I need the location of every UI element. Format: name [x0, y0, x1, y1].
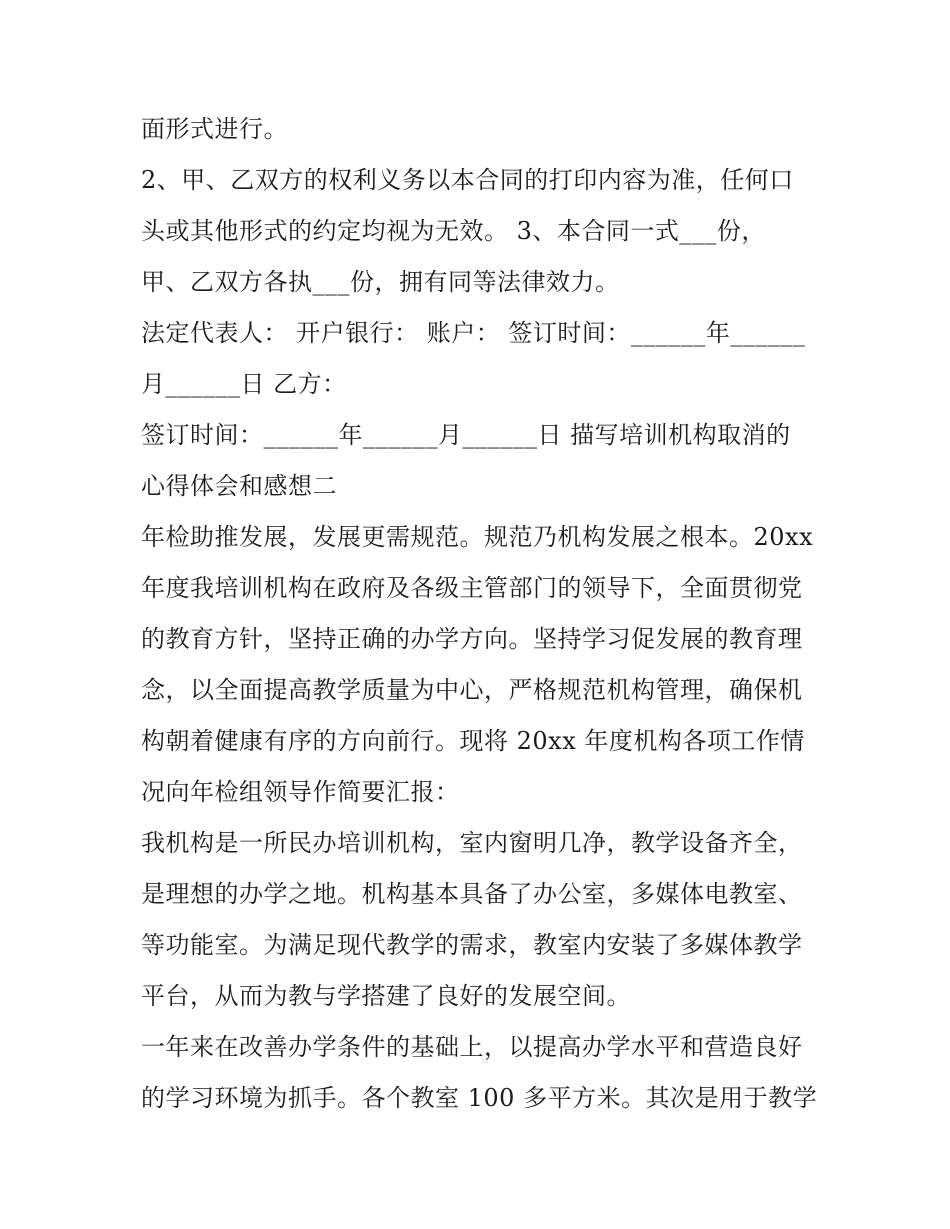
- text-line: 构朝着健康有序的方向前行。现将 20xx 年度机构各项工作情: [141, 727, 805, 755]
- text-line: 法定代表人： 开户银行： 账户： 签订时间：______年______: [141, 319, 806, 347]
- text-line: 2、甲、乙双方的权利义务以本合同的打印内容为准，任何口: [141, 166, 794, 194]
- text-line: 我机构是一所民办培训机构，室内窗明几净，教学设备齐全，: [141, 829, 803, 857]
- text-line: 年检助推发展，发展更需规范。规范乃机构发展之根本。20xx: [141, 523, 814, 551]
- text-line: 年度我培训机构在政府及各级主管部门的领导下，全面贯彻党: [141, 574, 803, 602]
- text-line: 头或其他形式的约定均视为无效。 3、本合同一式___份，: [141, 217, 766, 245]
- text-line: 签订时间：______年______月______日 描写培训机构取消的: [141, 421, 791, 449]
- text-line: 的教育方针，坚持正确的办学方向。坚持学习促发展的教育理: [141, 625, 803, 653]
- text-line: 甲、乙双方各执___份，拥有同等法律效力。: [141, 268, 620, 296]
- document-body: [141, 104, 821, 1124]
- text-line: 一年来在改善办学条件的基础上，以提高办学水平和营造良好: [141, 1033, 803, 1061]
- text-line: 的学习环境为抓手。各个教室 100 多平方米。其次是用于教学: [141, 1084, 818, 1112]
- text-line: 面形式进行。: [141, 115, 288, 143]
- text-line: 念，以全面提高教学质量为中心，严格规范机构管理，确保机: [141, 676, 803, 704]
- text-line: 等功能室。为满足现代教学的需求，教室内安装了多媒体教学: [141, 931, 803, 959]
- text-line: 况向年检组领导作简要汇报：: [141, 778, 460, 806]
- text-line: 平台，从而为教与学搭建了良好的发展空间。: [141, 982, 631, 1010]
- text-line: 是理想的办学之地。机构基本具备了办公室，多媒体电教室、: [141, 880, 803, 908]
- text-line: 月______日 乙方：: [141, 370, 347, 398]
- section-title-line: 心得体会和感想二: [141, 472, 337, 500]
